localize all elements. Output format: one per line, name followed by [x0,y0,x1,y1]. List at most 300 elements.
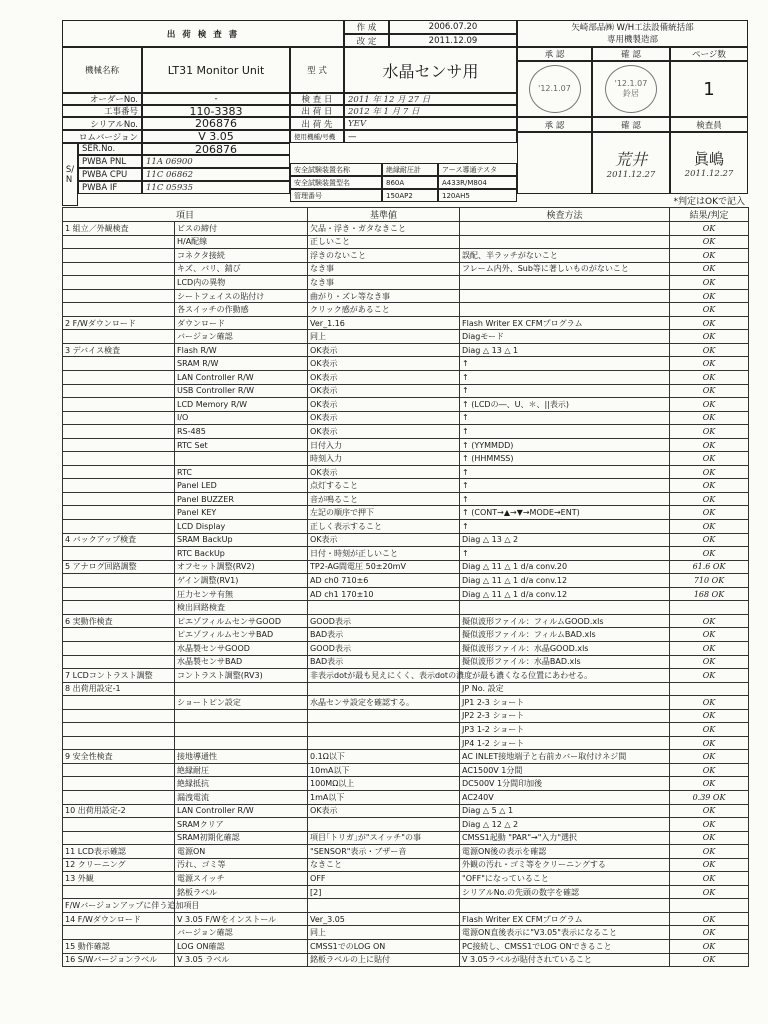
row-group: 15 動作確認 [63,939,175,953]
sn-label: S/N [62,143,78,206]
confirm-header: 確 認 [592,47,670,61]
row-method: V 3.05ラベルが貼付されていること [460,953,670,967]
table-header-row [63,208,749,222]
row-item: 電源ON [175,845,308,859]
row-method [460,899,670,913]
row-result: OK [670,289,749,303]
row-method: 電源ON後の表示を確認 [460,845,670,859]
row-result: OK [670,912,749,926]
row-method: ↑ [460,425,670,439]
row-standard [308,723,460,737]
row-group [63,398,175,412]
row-standard: OK表示 [308,371,460,385]
row-item: Panel BUZZER [175,492,308,506]
row-group [63,723,175,737]
rom-label: ロムバージョン [62,130,142,143]
row-result: OK [670,777,749,791]
row-group [63,696,175,710]
confirm-date: 2011.12.27 [606,169,656,180]
table-row [63,858,749,872]
row-group [63,465,175,479]
row-result: OK [670,235,749,249]
row-item: LCD内の異物 [175,276,308,290]
row-standard [308,818,460,832]
row-group: 5 アナログ回路調整 [63,560,175,574]
row-method: 擬似波形ファイル：フィルムGOOD.xls [460,614,670,628]
row-result: OK [670,872,749,886]
cpu-value: 11C 06862 [142,168,290,181]
row-result: OK [670,276,749,290]
table-row [63,235,749,249]
row-item: RS-485 [175,425,308,439]
row-standard: 1mA以下 [308,790,460,804]
col-standard: 基準値 [308,208,460,222]
table-row [63,641,749,655]
safety-model-col2: 860A [382,176,438,189]
row-method [460,601,670,615]
row-item: バージョン確認 [175,330,308,344]
row-group [63,885,175,899]
pages-box: 1 [670,61,748,117]
row-item: 汚れ、ゴミ等 [175,858,308,872]
approve-header-2: 承 認 [517,117,592,132]
row-result: OK [670,818,749,832]
row-item: Flash R/W [175,343,308,357]
row-item: 電源スイッチ [175,872,308,886]
row-group [63,506,175,520]
order-value: - [142,93,290,105]
row-result: 710 OK [670,574,749,588]
row-method: 擬似波形ファイル：フィルムBAD.xls [460,628,670,642]
row-result: OK [670,398,749,412]
row-item: コントラスト調整(RV3) [175,669,308,683]
row-result: 0.39 OK [670,790,749,804]
row-group [63,452,175,466]
table-row [63,628,749,642]
row-method: ↑ [460,547,670,561]
row-group: 8 出荷用設定-1 [63,682,175,696]
row-group: F/Wバージョンアップに伴う追加項目 [63,899,175,913]
table-row [63,763,749,777]
row-result: OK [670,953,749,967]
row-item: LAN Controller R/W [175,804,308,818]
table-row [63,926,749,940]
table-row [63,587,749,601]
row-result: OK [670,506,749,520]
row-standard: Ver_3.05 [308,912,460,926]
row-group [63,384,175,398]
table-row [63,384,749,398]
row-item: I/O [175,411,308,425]
row-standard [308,736,460,750]
row-result [670,899,749,913]
table-row [63,479,749,493]
row-standard: 同上 [308,330,460,344]
row-result: OK [670,479,749,493]
model-name-label: 機械名称 [62,47,142,93]
row-standard: BAD表示 [308,655,460,669]
table-row [63,601,749,615]
row-standard: 正しく表示すること [308,520,460,534]
row-method: 誤配、半ラッチがないこと [460,249,670,263]
row-standard: GOOD表示 [308,614,460,628]
row-standard: AD ch1 170±10 [308,587,460,601]
table-row [63,831,749,845]
inspector-name: 眞嶋 [693,149,724,168]
row-result: OK [670,316,749,330]
row-item: オフセット調整(RV2) [175,560,308,574]
page-title: 出 荷 検 査 書 [62,20,344,47]
revised-label: 改 定 [344,34,389,47]
row-method: Flash Writer EX CFMプログラム [460,912,670,926]
ser-value: 206876 [142,143,290,155]
table-row [63,885,749,899]
inspector-header: 検査員 [670,117,748,132]
row-item: RTC Set [175,438,308,452]
row-result: OK [670,858,749,872]
ship-date: 2012 年 1 月 7 日 [344,105,517,117]
row-method: Diag △ 11 △ 1 d/a conv.20 [460,560,670,574]
row-result: OK [670,831,749,845]
mgmt-col2: 150AP2 [382,189,438,202]
table-row [63,465,749,479]
row-group [63,371,175,385]
row-method: Diag △ 13 △ 1 [460,343,670,357]
created-label: 作 成 [344,20,389,34]
row-result: OK [670,452,749,466]
row-group [63,601,175,615]
safety-name-col2: 絶縁耐圧計 [382,163,438,176]
row-item: RTC BackUp [175,547,308,561]
row-standard [308,709,460,723]
type-label: 型 式 [290,47,344,93]
row-item [175,709,308,723]
row-standard: CMSS1でのLOG ON [308,939,460,953]
row-result: OK [670,249,749,263]
row-group [63,235,175,249]
row-method: ↑ [460,465,670,479]
row-standard: OK表示 [308,384,460,398]
table-row [63,547,749,561]
row-group: 9 安全性検査 [63,750,175,764]
row-result: OK [670,411,749,425]
work-value: 110-3383 [142,105,290,117]
row-standard: 水晶センサ設定を確認する。 [308,696,460,710]
row-method: ↑ [460,371,670,385]
row-item: LOG ON確認 [175,939,308,953]
row-item: シートフェイスの貼付け [175,289,308,303]
row-standard: OK表示 [308,533,460,547]
row-group [63,926,175,940]
row-method: 擬似波形ファイル：水晶GOOD.xls [460,641,670,655]
row-standard: なき事 [308,276,460,290]
type-value: 水晶センサ用 [344,47,517,93]
row-standard: AD ch0 710±6 [308,574,460,588]
row-item: バージョン確認 [175,926,308,940]
row-item [175,452,308,466]
row-standard: TP2-AG間電圧 50±20mV [308,560,460,574]
table-row [63,696,749,710]
row-group: 12 クリーニング [63,858,175,872]
row-standard: 非表示dotが最も見えにくく、表示dotの濃度が最も濃くなる位置にあわせる。 [308,669,460,683]
row-item: SRAMクリア [175,818,308,832]
table-row [63,777,749,791]
row-result: OK [670,939,749,953]
confirm-stamp-date: '12.1.07 [614,79,648,88]
row-method: ↑ (YYMMDD) [460,438,670,452]
row-group [63,357,175,371]
pnl-label: PWBA PNL [78,155,142,168]
row-result: OK [670,804,749,818]
approve-header: 承 認 [517,47,592,61]
row-method: 擬似波形ファイル：水晶BAD.xls [460,655,670,669]
row-group [63,438,175,452]
safety-name-label: 安全試験装置名称 [290,163,382,176]
row-method: フレーム内外、Sub等に著しいものがないこと [460,262,670,276]
row-method: ↑ [460,479,670,493]
row-item: ダウンロード [175,316,308,330]
table-row [63,750,749,764]
table-row [63,222,749,236]
safety-model-col3: A433R/M804 [438,176,517,189]
row-standard: [2] [308,885,460,899]
row-item: 検出回路検査 [175,601,308,615]
inspection-table [62,207,749,967]
row-group [63,330,175,344]
row-result: OK [670,723,749,737]
row-standard: 浮きのないこと [308,249,460,263]
row-item: Panel LED [175,479,308,493]
row-group: 6 実動作検査 [63,614,175,628]
row-method [460,222,670,236]
work-label: 工事番号 [62,105,142,117]
row-group [63,574,175,588]
row-item: ゲイン調整(RV1) [175,574,308,588]
insp-date-label: 検 査 日 [290,93,344,105]
table-row [63,411,749,425]
row-result [670,682,749,696]
row-method: Diag △ 11 △ 1 d/a conv.12 [460,587,670,601]
row-item: V 3.05 ラベル [175,953,308,967]
rom-value: V 3.05 [142,130,290,143]
row-item [175,682,308,696]
row-result: OK [670,384,749,398]
row-item: 漏洩電流 [175,790,308,804]
row-standard: なき事 [308,262,460,276]
row-item: 水晶製センサBAD [175,655,308,669]
row-standard: OK表示 [308,465,460,479]
row-standard [308,682,460,696]
row-group [63,249,175,263]
row-method: JP3 1-2 ショート [460,723,670,737]
pnl-value: 11A 06900 [142,155,290,168]
table-row [63,655,749,669]
row-result: OK [670,425,749,439]
row-group [63,736,175,750]
judge-note: *判定はOKで記入 [673,197,745,207]
table-row [63,492,749,506]
row-group [63,547,175,561]
dept-line1: 矢崎部品㈱ W/H工法設備統括部 [571,22,694,33]
row-standard [308,601,460,615]
row-method: 電源ON直後表示に"V3.05"表示になること [460,926,670,940]
equip-label: 使用機種/号機 [290,130,344,143]
row-method: AC INLET接地端子と右前カバー取付けネジ間 [460,750,670,764]
table-row [63,682,749,696]
row-result: OK [670,533,749,547]
row-group [63,479,175,493]
inspector-box [670,132,748,194]
row-method: ↑ [460,520,670,534]
row-item: V 3.05 F/Wをインストール [175,912,308,926]
row-method: ↑ [460,411,670,425]
row-method: ↑ (CONT→▲→▼→MODE→ENT) [460,506,670,520]
table-row [63,425,749,439]
row-group [63,655,175,669]
confirm-signature: 荒井 [614,149,647,169]
row-result [670,601,749,615]
ship-date-label: 出 荷 日 [290,105,344,117]
row-group: 16 S/Wバージョンラベル [63,953,175,967]
col-result: 結果/判定 [670,208,749,222]
row-result: 61.6 OK [670,560,749,574]
confirm-stamp-name: 鈴居 [623,89,639,98]
row-item: 絶縁耐圧 [175,763,308,777]
row-standard: OFF [308,872,460,886]
table-row [63,574,749,588]
row-standard: BAD表示 [308,628,460,642]
row-result: OK [670,641,749,655]
row-method: JP2 2-3 ショート [460,709,670,723]
confirm-stamp [605,65,657,113]
row-group [63,709,175,723]
row-result: OK [670,845,749,859]
row-item: SRAM R/W [175,357,308,371]
row-method: CMSS1起動 "PAR"→"入力"選択 [460,831,670,845]
table-row [63,899,749,913]
row-method: ↑ [460,384,670,398]
approve-sign-box [517,132,592,194]
row-result: OK [670,330,749,344]
table-row [63,357,749,371]
row-group [63,790,175,804]
row-item: ピエゾフィルムセンサBAD [175,628,308,642]
row-item: 水晶製センサGOOD [175,641,308,655]
row-method: シリアルNo.の先頭の数字を確認 [460,885,670,899]
row-group [63,641,175,655]
row-group [63,276,175,290]
row-standard: GOOD表示 [308,641,460,655]
row-item: 各スイッチの作動感 [175,303,308,317]
row-result: OK [670,655,749,669]
row-item [175,736,308,750]
table-row [63,330,749,344]
row-item: Panel KEY [175,506,308,520]
row-method: 外観の汚れ・ゴミ等をクリーニングする [460,858,670,872]
table-row [63,262,749,276]
row-standard: クリック感があること [308,303,460,317]
row-group: 1 組立／外観検査 [63,222,175,236]
row-item: RTC [175,465,308,479]
row-method: AC1500V 1分間 [460,763,670,777]
row-group [63,289,175,303]
row-result: 168 OK [670,587,749,601]
row-item: LAN Controller R/W [175,371,308,385]
serial-label: シリアルNo. [62,117,142,130]
table-row [63,560,749,574]
row-standard [308,899,460,913]
row-result: OK [670,262,749,276]
row-result: OK [670,696,749,710]
inspector-date: 2011.12.27 [684,168,734,179]
table-row [63,939,749,953]
row-group [63,763,175,777]
row-standard: 正しいこと [308,235,460,249]
row-group: 14 F/Wダウンロード [63,912,175,926]
table-row [63,520,749,534]
row-result: OK [670,303,749,317]
table-row [63,818,749,832]
row-item: LCD Memory R/W [175,398,308,412]
table-row [63,709,749,723]
table-row [63,452,749,466]
cpu-label: PWBA CPU [78,168,142,181]
row-method: Flash Writer EX CFMプログラム [460,316,670,330]
row-group: 11 LCD表示確認 [63,845,175,859]
row-standard: OK表示 [308,411,460,425]
row-item: LCD Display [175,520,308,534]
row-item: SRAM BackUp [175,533,308,547]
row-result: OK [670,492,749,506]
table-row [63,804,749,818]
row-standard: "SENSOR"表示・ブザー音 [308,845,460,859]
row-group: 10 出荷用設定-2 [63,804,175,818]
row-standard: 同上 [308,926,460,940]
serial-value: 206876 [142,117,290,130]
row-group [63,818,175,832]
row-item: 圧力センサ有無 [175,587,308,601]
row-standard: 時刻入力 [308,452,460,466]
table-row [63,790,749,804]
confirm-sign-box [592,132,670,194]
row-method: Diag △ 12 △ 2 [460,818,670,832]
row-group [63,262,175,276]
row-group [63,628,175,642]
row-result: OK [670,438,749,452]
row-group [63,520,175,534]
row-result: OK [670,614,749,628]
confirm-header-2: 確 認 [592,117,670,132]
row-result: OK [670,750,749,764]
row-method: JP No. 設定 [460,682,670,696]
row-item: コネクタ接続 [175,249,308,263]
table-row [63,669,749,683]
row-method: "OFF"になっていること [460,872,670,886]
row-item: USB Controller R/W [175,384,308,398]
if-value: 11C 05935 [142,181,290,194]
row-standard: OK表示 [308,357,460,371]
created-date: 2006.07.20 [389,20,517,34]
row-standard: 0.1Ω以下 [308,750,460,764]
row-standard: 項目｢トリガ｣が"スイッチ"の事 [308,831,460,845]
approve-box [517,61,592,117]
row-result: OK [670,371,749,385]
table-row [63,533,749,547]
row-group: 2 F/Wダウンロード [63,316,175,330]
row-result: OK [670,736,749,750]
row-result: OK [670,669,749,683]
row-result: OK [670,222,749,236]
